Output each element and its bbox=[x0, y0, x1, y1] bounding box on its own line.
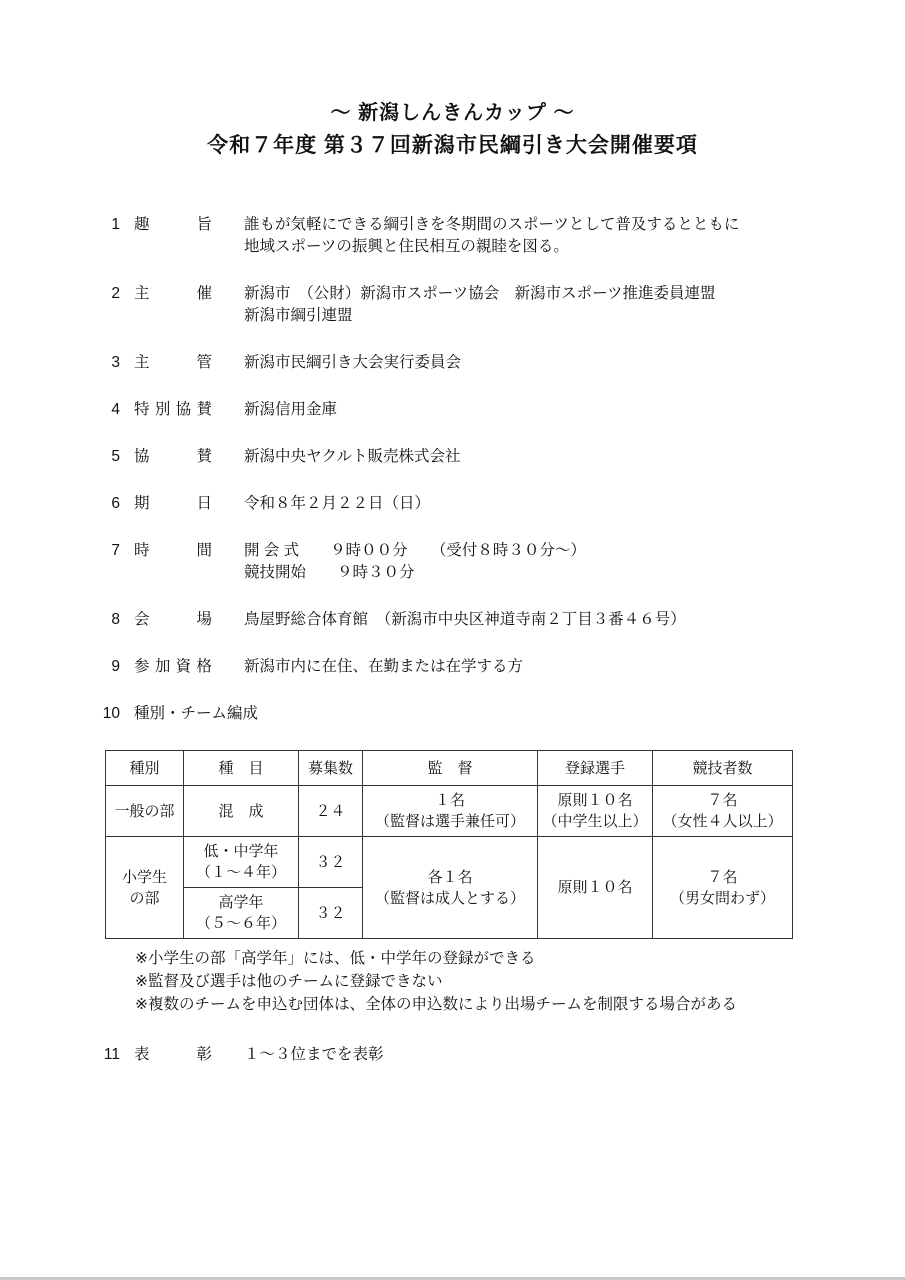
cell-elementary-coach bbox=[363, 837, 538, 939]
table-row-general bbox=[106, 786, 793, 837]
item-label: 主 管 bbox=[134, 354, 212, 371]
item-label: 期 日 bbox=[134, 495, 212, 512]
item-content bbox=[244, 352, 461, 374]
cell-text-line: （５～６年） bbox=[195, 915, 286, 932]
item-number: 7 bbox=[111, 542, 120, 559]
item-content bbox=[244, 656, 523, 678]
item-label: 会 場 bbox=[134, 611, 212, 628]
item-eligibility bbox=[98, 656, 905, 678]
item-text-line: 地域スポーツの振興と住民相互の親睦を図る。 bbox=[244, 238, 569, 255]
cell-general-competitors bbox=[653, 786, 793, 837]
item-label: 主 催 bbox=[134, 285, 212, 302]
item-number: 3 bbox=[111, 354, 120, 371]
cell-elementary-category bbox=[106, 837, 184, 939]
item-number: 2 bbox=[111, 285, 120, 302]
item-number: 6 bbox=[111, 495, 120, 512]
cell-text-line: 高学年 bbox=[218, 894, 264, 911]
item-label: 趣 旨 bbox=[134, 216, 212, 233]
team-composition-table bbox=[105, 750, 793, 939]
item-awards bbox=[98, 1044, 905, 1066]
item-text-line: 新潟市綱引連盟 bbox=[244, 307, 353, 324]
item-label: 参加資格 bbox=[134, 658, 212, 675]
item-label: 時 間 bbox=[134, 542, 212, 559]
item-number: 8 bbox=[111, 611, 120, 628]
item-content bbox=[244, 609, 686, 631]
item-content bbox=[244, 214, 739, 258]
item-content bbox=[244, 399, 337, 421]
cell-text-line: （監督は選手兼任可） bbox=[374, 813, 525, 830]
cell-text-line: （１～４年） bbox=[195, 864, 286, 881]
cell-general-registered bbox=[538, 786, 653, 837]
note-line: ※複数のチームを申込む団体は、全体の申込数により出場チームを制限する場合がある bbox=[135, 996, 737, 1013]
item-text-line: 競技開始 ９時３０分 bbox=[244, 564, 415, 581]
item-content bbox=[244, 493, 430, 515]
item-label: 協 賛 bbox=[134, 448, 212, 465]
cell-text-line: 低・中学年 bbox=[203, 843, 279, 860]
item-text-line: 開 会 式 ９時００分 （受付８時３０分～） bbox=[244, 542, 586, 559]
item-number: 1 bbox=[111, 216, 120, 233]
cell-general-quota: ２４ bbox=[299, 786, 363, 837]
item-team-composition-heading bbox=[98, 703, 905, 725]
cell-elementary-competitors bbox=[653, 837, 793, 939]
cell-text-line: （中学生以上） bbox=[542, 813, 648, 830]
item-organizer bbox=[98, 283, 905, 327]
table-notes bbox=[135, 947, 905, 1016]
note-line: ※小学生の部「高学年」には、低・中学年の登録ができる bbox=[135, 950, 536, 967]
cell-text-line: 原則１０名 bbox=[557, 879, 633, 896]
cell-elementary-lower-quota: ３２ bbox=[299, 837, 363, 888]
cell-text-line: 各１名 bbox=[427, 868, 473, 886]
item-content bbox=[244, 540, 586, 584]
note-line: ※監督及び選手は他のチームに登録できない bbox=[135, 973, 443, 990]
cell-text-line: （女性４人以上） bbox=[662, 813, 783, 830]
table-header-row bbox=[106, 751, 793, 786]
item-number: 4 bbox=[111, 401, 120, 418]
item-content bbox=[244, 446, 461, 468]
cell-text-line: 原則１０名 bbox=[557, 792, 633, 809]
item-text-line: １～３位までを表彰 bbox=[244, 1046, 384, 1063]
cell-elementary-upper-quota: ３２ bbox=[299, 888, 363, 939]
item-venue bbox=[98, 609, 905, 631]
cell-text-line: の部 bbox=[129, 889, 160, 907]
item-number: 10 bbox=[102, 705, 120, 722]
item-text-line: 新潟信用金庫 bbox=[244, 401, 338, 418]
cell-text-line: 小学生 bbox=[121, 868, 167, 886]
items-list bbox=[98, 214, 905, 725]
item-text-line: 新潟市 （公財）新潟市スポーツ協会 新潟市スポーツ推進委員連盟 bbox=[244, 285, 716, 302]
table-row-elementary-lower bbox=[106, 837, 793, 888]
cell-text-line: ７名 bbox=[707, 792, 738, 809]
item-content bbox=[244, 1044, 384, 1066]
cell-text-line: ７名 bbox=[707, 868, 738, 886]
th-category: 種別 bbox=[106, 751, 184, 786]
item-purpose bbox=[98, 214, 905, 258]
item-number: 9 bbox=[111, 658, 120, 675]
item-label: 特別協賛 bbox=[134, 401, 212, 418]
cell-general-coach bbox=[363, 786, 538, 837]
cell-text-line: １名 bbox=[434, 792, 465, 809]
document-subtitle: ～ 新潟しんきんカップ ～ bbox=[330, 102, 575, 124]
cell-elementary-lower-event bbox=[184, 837, 299, 888]
cell-text-line: （監督は成人とする） bbox=[374, 889, 525, 907]
th-competitors: 競技者数 bbox=[653, 751, 793, 786]
cell-elementary-upper-event bbox=[184, 888, 299, 939]
item-management bbox=[98, 352, 905, 374]
th-event: 種 目 bbox=[184, 751, 299, 786]
items-list-bottom bbox=[98, 1044, 905, 1066]
item-number: 5 bbox=[111, 448, 120, 465]
cell-text-line: （男女問わず） bbox=[669, 889, 775, 907]
item-date bbox=[98, 493, 905, 515]
th-coach: 監 督 bbox=[363, 751, 538, 786]
item-sponsor bbox=[98, 446, 905, 468]
cell-elementary-registered bbox=[538, 837, 653, 939]
item-text-line: 令和８年２月２２日（日） bbox=[244, 495, 431, 512]
cell-general-event: 混 成 bbox=[184, 786, 299, 837]
item-text-line: 新潟中央ヤクルト販売株式会社 bbox=[244, 448, 461, 465]
item-text-line: 新潟市民綱引き大会実行委員会 bbox=[244, 354, 462, 371]
th-registered-players: 登録選手 bbox=[538, 751, 653, 786]
team-composition-table-wrap bbox=[105, 750, 905, 939]
item-text-line: 鳥屋野総合体育館 （新潟市中央区神道寺南２丁目３番４６号） bbox=[244, 611, 686, 628]
item-content bbox=[244, 283, 716, 327]
document-title: 令和７年度 第３７回新潟市民綱引き大会開催要項 bbox=[207, 134, 698, 157]
th-quota: 募集数 bbox=[299, 751, 363, 786]
item-text-line: 誰もが気軽にできる綱引きを冬期間のスポーツとして普及するとともに bbox=[244, 216, 740, 233]
item-label: 種別・チーム編成 bbox=[134, 705, 259, 722]
item-number: 11 bbox=[103, 1046, 120, 1063]
item-label: 表 彰 bbox=[134, 1046, 212, 1063]
item-special-sponsor bbox=[98, 399, 905, 421]
item-time bbox=[98, 540, 905, 584]
cell-general-category: 一般の部 bbox=[106, 786, 184, 837]
item-text-line: 新潟市内に在住、在勤または在学する方 bbox=[244, 658, 524, 675]
